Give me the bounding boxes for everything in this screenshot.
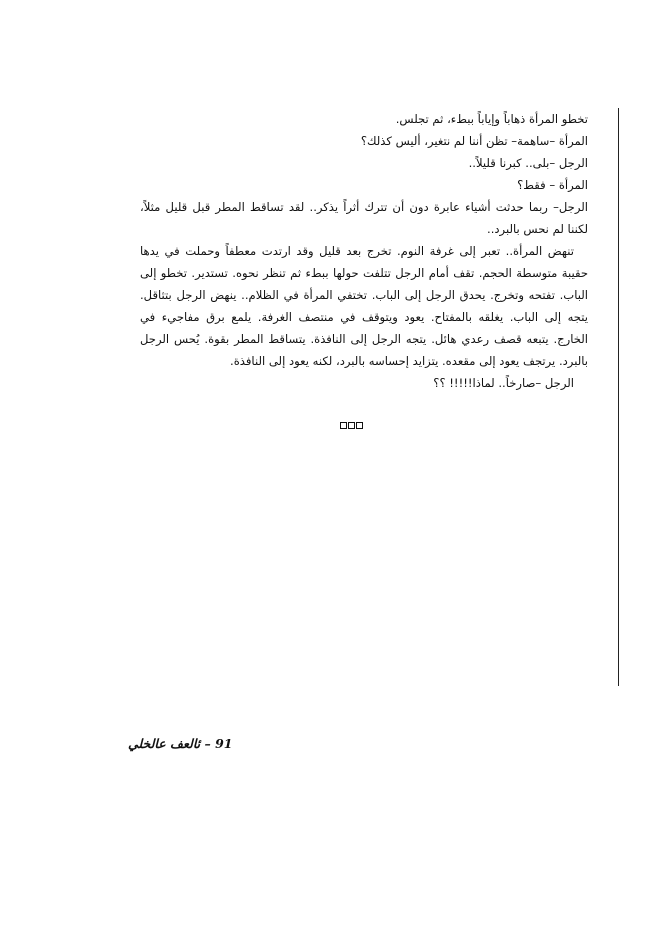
separator-box-icon <box>348 422 355 429</box>
section-separator <box>340 422 363 429</box>
text-column <box>140 108 588 394</box>
paragraph: تخطو المرأة ذهاباً وإياباً ببطء، ثم تجلس. <box>395 112 588 126</box>
separator-box-icon <box>340 422 347 429</box>
paragraph: الرجل –صارخاً.. لماذا!!!!! ؟؟ <box>433 376 574 390</box>
separator-box-icon <box>356 422 363 429</box>
paragraph: المرأة –ساهمة– تظن أننا لم نتغير، أليس كذلك؟ <box>360 134 588 148</box>
paragraph: الرجل– ربما حدثت أشياء عابرة دون أن تترك أثراً يذكر.. لقد تساقط المطر قبل قليل مثلاً، لكننا لم نحس بالبرد.. <box>140 200 588 236</box>
paragraph: تنهض المرأة.. تعبر إلى غرفة النوم. تخرج بعد قليل وقد ارتدت معطفاً وحملت في يدها حقيبة متوسطة الحجم. تقف أمام الرجل تتلفت حولها ببطء ثم تنظر نحوه. تستدير. تخطو إلى الباب. تفتحه وتخرج. يحدق الرجل إلى الباب. تختفي المرأة في الظلام.. ينهض الرجل بتثاقل. يتجه إلى الباب. يغلقه بالمفتاح. يعود ويتوقف في منتصف الغرفة. يلمع برق مفاجيء في الخارج. يتبعه قصف رعدي هائل. يتجه الرجل إلى النافذة. يتساقط المطر بقوة. يُحس الرجل بالبرد. يرتجف يعود إلى مقعده. يتزايد إحساسه بالبرد، لكنه يعود إلى النافذة. <box>140 244 588 368</box>
page-footer: 91 – ئالعف عالخلي <box>128 736 233 751</box>
paragraph: المرأة – فقط؟ <box>517 178 588 192</box>
page-margin-line <box>618 108 619 686</box>
paragraph: الرجل –بلى.. كبرنا قليلاً.. <box>468 156 588 170</box>
